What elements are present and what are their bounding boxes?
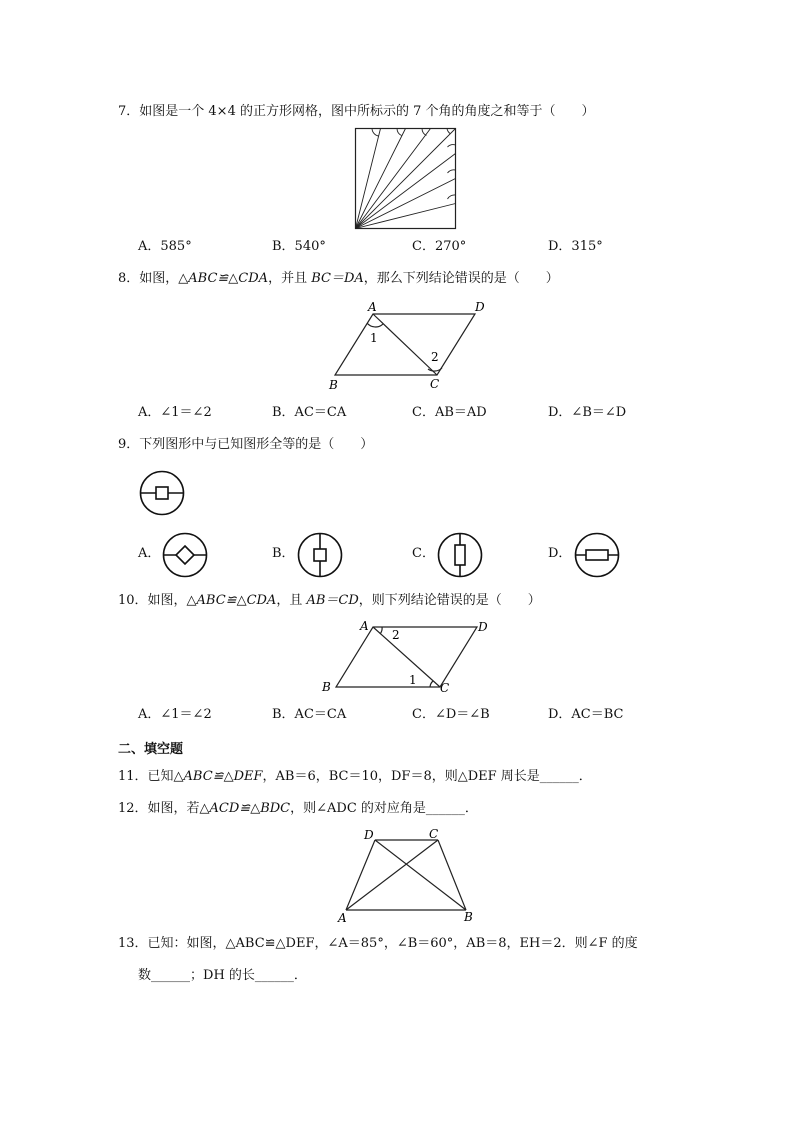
q10-option-c[interactable]: C．∠D＝∠B (412, 707, 490, 722)
q12-answer-blank[interactable]: ______ (425, 801, 465, 816)
q13-answer-blank-1[interactable]: ______ (151, 968, 191, 983)
q9-option-b-figure[interactable] (297, 532, 343, 578)
q7-option-a[interactable]: A．585° (138, 239, 192, 254)
q10-angle-2: 2 (392, 628, 400, 642)
question-10-text: 10．如图，△ABC≌△CDA，且 AB＝CD，则下列结论错误的是（ ） (118, 593, 541, 608)
q10-option-b[interactable]: B．AC＝CA (272, 707, 347, 722)
q12-label-a: A (338, 911, 347, 925)
question-8-text: 8．如图，△ABC≌△CDA，并且 BC＝DA，那么下列结论错误的是（ ） (118, 271, 559, 286)
q10-label-b: B (322, 680, 331, 694)
q9-option-d[interactable]: D． (548, 546, 572, 561)
q10-label-d: D (478, 620, 488, 634)
q8-angle-1: 1 (370, 331, 378, 345)
q10-label-a: A (360, 619, 369, 633)
question-9-text: 9．下列图形中与已知图形全等的是（ ） (118, 437, 374, 452)
q7-option-b[interactable]: B．540° (272, 239, 326, 254)
q8-option-a[interactable]: A．∠1＝∠2 (138, 405, 212, 420)
q10-angle-1: 1 (409, 673, 417, 687)
q10-option-a[interactable]: A．∠1＝∠2 (138, 707, 212, 722)
q9-option-b[interactable]: B． (272, 546, 295, 561)
q7-option-c[interactable]: C．270° (412, 239, 467, 254)
q9-given-figure (139, 470, 185, 516)
q9-option-a[interactable]: A． (138, 546, 161, 561)
q12-label-d: D (364, 828, 374, 842)
q8-angle-2: 2 (431, 350, 439, 364)
q8-option-c[interactable]: C．AB＝AD (412, 405, 487, 420)
q8-label-b: B (329, 378, 338, 392)
section-heading-fill-in: 二、填空题 (118, 742, 184, 757)
q9-option-c[interactable]: C． (412, 546, 435, 561)
q12-label-b: B (464, 910, 473, 924)
q8-label-c: C (430, 377, 440, 391)
q8-option-d[interactable]: D．∠B＝∠D (548, 405, 627, 420)
q12-label-c: C (429, 827, 439, 841)
q9-option-d-figure[interactable] (574, 532, 620, 578)
question-13-line-1: 13．已知：如图，△ABC≌△DEF，∠A＝85°，∠B＝60°，AB＝8，EH＝2．则∠F 的度 (118, 936, 638, 951)
q13-answer-blank-2[interactable]: ______ (254, 968, 294, 983)
q9-option-c-figure[interactable] (437, 532, 483, 578)
question-11-text: 11．已知△ABC≌△DEF，AB＝6，BC＝10，DF＝8，则△DEF 周长是______． (118, 769, 592, 784)
question-13-line-2: 数______；DH 的长______． (138, 968, 307, 983)
question-12-text: 12．如图，若△ACD≌△BDC，则∠ADC 的对应角是______． (118, 801, 478, 816)
q9-option-a-figure[interactable] (162, 532, 208, 578)
grid-figure (355, 128, 457, 230)
q7-option-d[interactable]: D．315° (548, 239, 603, 254)
q12-trapezoid-figure (334, 826, 484, 926)
q11-answer-blank[interactable]: ______ (539, 769, 579, 784)
q8-option-b[interactable]: B．AC＝CA (272, 405, 347, 420)
q10-parallelogram-figure (320, 617, 500, 697)
q10-label-c: C (440, 681, 450, 695)
q10-option-d[interactable]: D．AC＝BC (548, 707, 624, 722)
q8-parallelogram-figure (325, 297, 505, 397)
q8-label-a: A (368, 300, 377, 314)
question-7-text: 7．如图是一个 4×4 的正方形网格，图中所标示的 7 个角的角度之和等于（ ） (118, 104, 595, 119)
q8-label-d: D (475, 300, 485, 314)
